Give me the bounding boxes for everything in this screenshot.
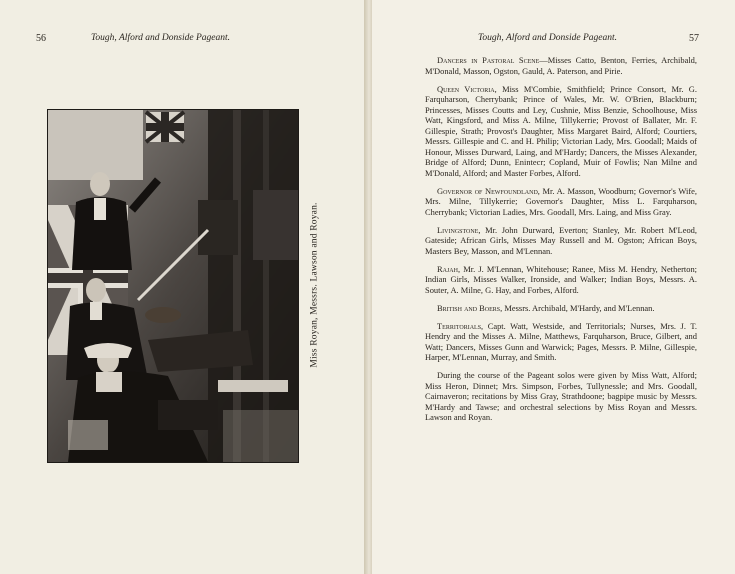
paragraph-newfoundland: Governor of Newfoundland, Mr. A. Masson, Woodburn; Governor's Wife, Mrs. Milne, Tillykerrie; Governor's Daughter, Miss L. Farquharson, Cherrybank; Victorian Ladies, Mrs. Goodall, Mrs. Laing, and Miss Gray. — [425, 185, 697, 217]
paragraph-rajah: Rajah, Mr. J. M'Lennan, Whitehouse; Ranee, Miss M. Hendry, Netherton; Indian Girls, Misses Walker, Ironside, and Walker; Indian Boys, Messrs. A. Souter, A. Milne, G. Hay, and Forbes, Alford. — [425, 263, 698, 295]
page-number-left: 56 — [36, 33, 46, 44]
page-number-right: 57 — [689, 33, 699, 44]
paragraph-queen-victoria: Queen Victoria, Miss M'Combie, Smithfield; Prince Consort, Mr. G. Farquharson, Cherrybank; Prince of Wales, Mr. W. O'Brien, Blackburn; Princesses, Misses Coutts and Ley, Cushnie, Miss Benzie, Schoolhouse, Miss Watt, Kingsford, and Miss A. Milne, Tillykerrie; Provost of Ballater, Mr. F. Gillespie, Strath; Provost's Daughter, Miss Margaret Baird, Alford; Courtiers, Messrs. Gillespie and C. and H. Philip; Victorian Lady, Mrs. Goodall; Maids of Honour, Misses Durward, Laing, and M'Hardy; Dancers, the Misses Alexander, Bridge of Alford; Dunn, Enintecr; Copland, Muir of Fowlis; Nan Milne and M'Donald, Alford; and Master Forbes, Alford. — [425, 83, 697, 178]
cast-list-text — [425, 55, 697, 430]
running-head-right: Tough, Alford and Donside Pageant. — [478, 33, 617, 43]
paragraph-solos: During the course of the Pageant solos were given by Miss Watt, Alford; Miss Heron, Dinnet; Mrs. Simpson, Forbes, Tullynessle; and Mrs. Goodall, Cairnaveron; recitations by Miss Gray, Strathdoone; bagpipe music by Messrs. M'Hardy and Tawse; and orchestral selections by Miss Royan and Messrs. Lawson and Royan. — [425, 370, 697, 422]
left-page — [0, 0, 366, 574]
photo-caption-text: Miss Royan, Messrs. Lawson and Royan. — [310, 202, 321, 368]
small-flag — [146, 112, 184, 142]
paragraph-livingstone: Livingstone, Mr. John Durward, Everton; Stanley, Mr. Robert M'Leod, Gateside; African Girls, Misses May Russell and M. Ogston; African Boys, Masters Bey, Masson, and M'Lennan. — [425, 224, 697, 256]
historic-photograph — [47, 109, 299, 463]
running-head-left: Tough, Alford and Donside Pageant. — [91, 33, 230, 43]
paragraph-pastoral: Dancers in Pastoral Scene—Misses Catto, Benton, Ferries, Archibald, M'Donald, Masson, Ogston, Gauld, A. Paterson, and Pirie. — [425, 55, 697, 76]
paragraph-british-boers: British and Boers, Messrs. Archibald, M'Hardy, and M'Lennan. — [437, 302, 655, 313]
photo-caption-vertical — [300, 109, 330, 461]
photo-illustration — [48, 110, 298, 462]
paragraph-territorials: Territorials, Capt. Watt, Westside, and Territorials; Nurses, Mrs. J. T. Hendry and the Misses A. Milne, Matthews, Farquharson, Bruce, Gilbert, and Watt; Dancers, Misses Gunn and Warwick; Pages, Messrs. P. Milne, Gillespie, Harper, M'Lennan, Murray, and Smith. — [425, 320, 697, 362]
